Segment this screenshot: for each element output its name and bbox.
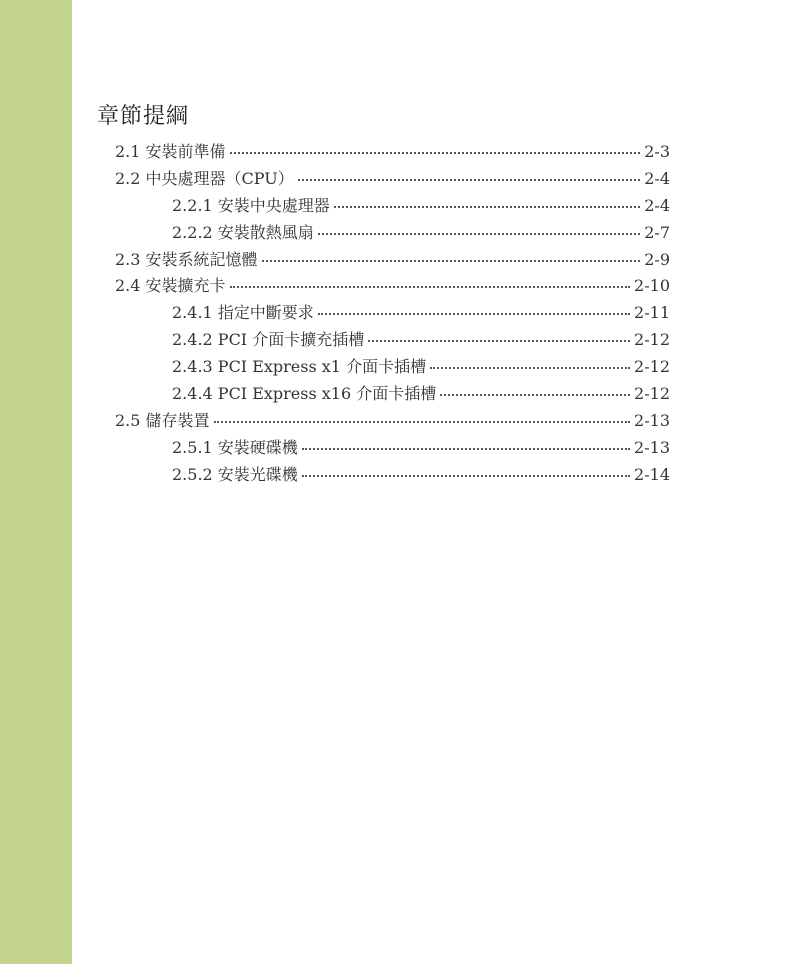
toc-entry-2-5-1[interactable] <box>115 435 670 462</box>
toc-entry-page: 2-4 <box>644 195 670 215</box>
toc-entry-2-2[interactable] <box>115 166 670 193</box>
toc-entry-2-4[interactable] <box>115 273 670 300</box>
toc-entry-page: 2-11 <box>634 303 670 323</box>
toc-entry-label: 2.2.1 安裝中央處理器 <box>172 195 330 215</box>
toc-entry-label: 2.2 中央處理器（CPU） <box>115 168 294 188</box>
toc-entry-2-4-1[interactable] <box>115 300 670 327</box>
toc-entry-page: 2-12 <box>634 384 670 404</box>
toc-entry-label: 2.1 安裝前準備 <box>115 142 226 161</box>
side-color-band <box>0 0 72 964</box>
toc-entry-2-2-1[interactable] <box>115 193 670 220</box>
toc-entry-2-4-4[interactable] <box>115 381 670 408</box>
toc-entry-label: 2.4.4 PCI Express x16 介面卡插槽 <box>172 384 437 404</box>
toc-entry-2-1[interactable] <box>115 139 670 166</box>
dot-leader <box>230 285 631 288</box>
dot-leader <box>440 393 630 396</box>
toc-entry-label: 2.4.1 指定中斷要求 <box>172 303 314 323</box>
dot-leader <box>430 366 630 369</box>
toc-entry-2-4-3[interactable] <box>115 354 670 381</box>
toc-entry-2-2-2[interactable] <box>115 220 670 247</box>
toc-entry-page: 2-12 <box>634 330 670 350</box>
toc-entry-page: 2-13 <box>634 437 670 457</box>
toc-entry-2-3[interactable] <box>115 247 670 274</box>
toc-entry-2-5[interactable] <box>115 408 670 435</box>
toc-entry-page: 2-12 <box>634 357 670 377</box>
toc-entry-2-5-2[interactable] <box>115 462 670 489</box>
dot-leader <box>214 420 631 423</box>
toc-entry-page: 2-13 <box>634 410 670 430</box>
toc-entry-label: 2.5 儲存裝置 <box>115 410 210 430</box>
toc-entry-page: 2-7 <box>644 222 670 242</box>
toc-entry-page: 2-14 <box>634 464 670 484</box>
toc-entry-label: 2.5.1 安裝硬碟機 <box>172 437 298 457</box>
toc-entry-label: 2.2.2 安裝散熱風扇 <box>172 222 314 242</box>
toc-entry-page: 2-3 <box>644 142 670 161</box>
toc-entry-label: 2.3 安裝系統記憶體 <box>115 249 258 269</box>
dot-leader <box>262 259 641 262</box>
dot-leader <box>230 151 641 154</box>
dot-leader <box>318 232 640 235</box>
table-of-contents <box>115 139 670 489</box>
dot-leader <box>318 312 630 315</box>
toc-entry-label: 2.4.2 PCI 介面卡擴充插槽 <box>172 330 365 350</box>
dot-leader <box>302 447 630 450</box>
toc-entry-label: 2.5.2 安裝光碟機 <box>172 464 298 484</box>
toc-entry-2-4-2[interactable] <box>115 327 670 354</box>
page-title: 章節提綱 <box>97 104 190 129</box>
toc-entry-label: 2.4 安裝擴充卡 <box>115 276 226 296</box>
toc-entry-page: 2-4 <box>644 168 670 188</box>
dot-leader <box>334 205 640 208</box>
dot-leader <box>368 339 630 342</box>
toc-entry-label: 2.4.3 PCI Express x1 介面卡插槽 <box>172 357 427 377</box>
toc-entry-page: 2-9 <box>644 249 670 269</box>
toc-entry-page: 2-10 <box>634 276 670 296</box>
dot-leader <box>298 178 640 181</box>
dot-leader <box>302 474 630 477</box>
